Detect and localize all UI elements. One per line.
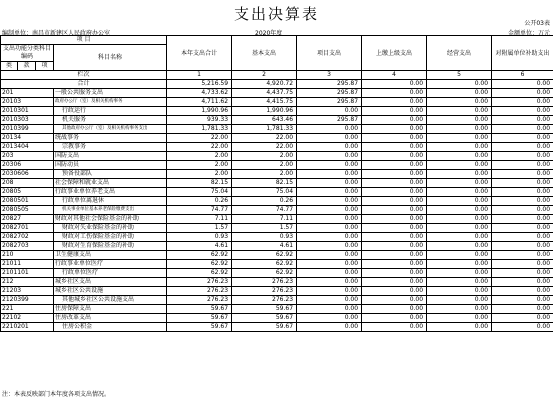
row-code: 212	[1, 278, 54, 287]
row-value-cell: 0.00	[492, 242, 553, 251]
row-value-cell: 0.93	[232, 233, 297, 242]
row-value-cell: 4.61	[167, 242, 232, 251]
row-value-cell: 0.00	[427, 251, 492, 260]
row-code: 2030606	[1, 170, 54, 179]
table-row	[1, 206, 553, 215]
row-value-cell: 0.00	[427, 314, 492, 323]
row-value-cell: 0.00	[297, 188, 362, 197]
row-value-cell: 0.00	[362, 134, 427, 143]
row-value-cell: 0.00	[427, 206, 492, 215]
col-num-6: 6	[492, 71, 553, 80]
row-value-cell: 0.00	[427, 125, 492, 134]
row-value-cell: 59.67	[232, 305, 297, 314]
row-value-cell: 22.00	[232, 134, 297, 143]
row-value-cell: 74.77	[232, 206, 297, 215]
row-code: 2010301	[1, 107, 54, 116]
row-value-cell: 0.00	[427, 224, 492, 233]
row-value-cell: 0.00	[297, 224, 362, 233]
row-value-cell: 0.00	[297, 206, 362, 215]
row-value-cell: 82.15	[232, 179, 297, 188]
row-code: 2080505	[1, 206, 54, 215]
table-row	[1, 296, 553, 305]
row-value-cell: 0.00	[297, 215, 362, 224]
row-subject-name: 住房公积金	[54, 323, 167, 332]
table-row	[1, 269, 553, 278]
fiscal-year: 2020年度	[255, 30, 283, 37]
table-row	[1, 233, 553, 242]
header-lei: 类	[1, 62, 18, 71]
row-value-cell: 276.23	[167, 278, 232, 287]
row-code: 21011	[1, 260, 54, 269]
row-value-cell: 0.00	[297, 314, 362, 323]
row-subject-name: 财政对其他社会保险基金的补助	[54, 215, 167, 224]
row-value-cell: 0.00	[492, 260, 553, 269]
col-header-2: 基本支出	[232, 36, 297, 71]
row-value-cell: 59.67	[232, 323, 297, 332]
row-value-cell: 0.00	[362, 161, 427, 170]
row-value-cell: 0.00	[492, 323, 553, 332]
row-value-cell: 62.92	[232, 260, 297, 269]
row-value-cell: 295.87	[297, 89, 362, 98]
row-code: 2010399	[1, 125, 54, 134]
row-value-cell: 1,990.96	[232, 107, 297, 116]
row-value-cell: 0.00	[297, 125, 362, 134]
page-title: 支出决算表	[233, 5, 319, 23]
row-value-cell: 0.00	[492, 251, 553, 260]
row-subject-name: 机关服务	[54, 116, 167, 125]
table-row	[1, 224, 553, 233]
row-value-cell: 0.26	[167, 197, 232, 206]
table-row	[1, 134, 553, 143]
row-code: 20306	[1, 161, 54, 170]
row-value-cell: 0.00	[297, 323, 362, 332]
header-kuan: 款	[18, 62, 36, 71]
row-subject-name: 统战事务	[54, 134, 167, 143]
row-subject-name: 住房改革支出	[54, 314, 167, 323]
row-value-cell: 0.00	[492, 98, 553, 107]
row-value-cell: 0.00	[427, 323, 492, 332]
table-row	[1, 143, 553, 152]
row-value-cell: 0.00	[297, 161, 362, 170]
table-row	[1, 125, 553, 134]
row-value-cell: 0.00	[362, 89, 427, 98]
form-number: 公开03表	[524, 20, 550, 27]
row-value-cell: 295.87	[297, 98, 362, 107]
row-value-cell: 0.93	[167, 233, 232, 242]
row-value-cell: 0.00	[492, 125, 553, 134]
row-value-cell: 0.00	[492, 134, 553, 143]
row-value-cell: 62.92	[167, 251, 232, 260]
header-code-group: 支出功能分类科目编码	[1, 45, 54, 62]
row-value-cell: 59.67	[232, 314, 297, 323]
row-value-cell: 0.00	[492, 296, 553, 305]
row-value-cell: 276.23	[167, 296, 232, 305]
row-value-cell: 0.00	[362, 179, 427, 188]
row-value-cell: 0.00	[427, 287, 492, 296]
row-code: 22102	[1, 314, 54, 323]
row-subject-name: 财政对生育保险基金的补助	[54, 242, 167, 251]
row-value-cell: 0.00	[297, 242, 362, 251]
total-cell: 5,216.59	[167, 80, 232, 89]
col-num-5: 5	[427, 71, 492, 80]
table-row	[1, 242, 553, 251]
table-row	[1, 170, 553, 179]
row-subject-name: 国防支出	[54, 152, 167, 161]
row-code: 2082701	[1, 224, 54, 233]
row-value-cell: 0.00	[427, 143, 492, 152]
row-subject-name: 预备役部队	[54, 170, 167, 179]
table-row	[1, 161, 553, 170]
total-cell: 0.00	[492, 80, 553, 89]
row-subject-name: 机关事业单位基本养老保险缴费支出	[54, 206, 167, 215]
row-value-cell: 75.04	[167, 188, 232, 197]
row-value-cell: 0.00	[427, 269, 492, 278]
money-unit: 金额单位：万元	[507, 30, 550, 37]
row-subject-name: 行政单位离退休	[54, 197, 167, 206]
table-row	[1, 287, 553, 296]
row-value-cell: 4,711.62	[167, 98, 232, 107]
row-value-cell: 0.00	[362, 305, 427, 314]
row-value-cell: 0.00	[362, 224, 427, 233]
row-value-cell: 0.00	[427, 89, 492, 98]
row-value-cell: 0.00	[297, 107, 362, 116]
row-code: 2101101	[1, 269, 54, 278]
row-subject-name: 行政单位医疗	[54, 269, 167, 278]
row-value-cell: 0.00	[427, 134, 492, 143]
row-code: 201	[1, 89, 54, 98]
row-value-cell: 0.00	[492, 269, 553, 278]
row-value-cell: 0.00	[427, 233, 492, 242]
table-row	[1, 323, 553, 332]
row-value-cell: 0.00	[362, 197, 427, 206]
row-value-cell: 643.46	[232, 116, 297, 125]
row-value-cell: 0.00	[362, 260, 427, 269]
row-value-cell: 22.00	[167, 143, 232, 152]
row-code: 210	[1, 251, 54, 260]
row-value-cell: 0.00	[297, 170, 362, 179]
row-subject-name: 政府办公厅（室）及相关机构事务	[54, 98, 167, 107]
total-cell: 0.00	[362, 80, 427, 89]
row-code: 2010303	[1, 116, 54, 125]
row-subject-name: 卫生健康支出	[54, 251, 167, 260]
table-row	[1, 251, 553, 260]
row-value-cell: 0.00	[427, 242, 492, 251]
table-row	[1, 314, 553, 323]
table-row	[1, 215, 553, 224]
row-value-cell: 0.00	[297, 260, 362, 269]
row-subject-name: 行政事业单位养老支出	[54, 188, 167, 197]
row-value-cell: 0.00	[362, 206, 427, 215]
row-value-cell: 0.00	[492, 116, 553, 125]
row-value-cell: 59.67	[167, 314, 232, 323]
row-value-cell: 0.00	[362, 323, 427, 332]
row-value-cell: 0.00	[492, 206, 553, 215]
row-value-cell: 0.00	[297, 233, 362, 242]
row-code: 20805	[1, 188, 54, 197]
row-value-cell: 0.00	[297, 296, 362, 305]
row-subject-name: 住房保障支出	[54, 305, 167, 314]
row-subject-name: 社会保障和就业支出	[54, 179, 167, 188]
row-value-cell: 1.57	[232, 224, 297, 233]
header-xiang: 项	[36, 62, 54, 71]
row-code: 2082703	[1, 242, 54, 251]
row-value-cell: 0.00	[427, 296, 492, 305]
row-value-cell: 0.00	[362, 107, 427, 116]
row-code: 2080501	[1, 197, 54, 206]
col-num-4: 4	[362, 71, 427, 80]
row-value-cell: 0.00	[492, 215, 553, 224]
col-header-6: 对附属单位补助支出	[492, 36, 553, 71]
row-value-cell: 4,415.75	[232, 98, 297, 107]
row-value-cell: 0.00	[297, 269, 362, 278]
table-row	[1, 188, 553, 197]
row-value-cell: 0.00	[427, 152, 492, 161]
row-value-cell: 62.92	[232, 251, 297, 260]
table-row	[1, 305, 553, 314]
row-value-cell: 0.00	[297, 179, 362, 188]
row-value-cell: 1,781.33	[167, 125, 232, 134]
row-value-cell: 0.00	[362, 170, 427, 179]
row-value-cell: 2.00	[167, 170, 232, 179]
row-value-cell: 0.00	[297, 287, 362, 296]
total-label: 合计	[1, 80, 167, 89]
row-value-cell: 0.00	[297, 278, 362, 287]
row-value-cell: 59.67	[167, 305, 232, 314]
row-code: 203	[1, 152, 54, 161]
row-value-cell: 0.00	[297, 305, 362, 314]
row-value-cell: 0.00	[362, 215, 427, 224]
col-header-1: 本年支出合计	[167, 36, 232, 71]
row-value-cell: 0.00	[427, 260, 492, 269]
row-subject-name: 城乡社区公共设施	[54, 287, 167, 296]
row-value-cell: 0.00	[362, 296, 427, 305]
row-code: 20103	[1, 98, 54, 107]
row-value-cell: 0.00	[492, 233, 553, 242]
row-value-cell: 0.00	[427, 188, 492, 197]
row-value-cell: 276.23	[232, 287, 297, 296]
footnote: 注：本表反映部门本年度各项支出情况。	[2, 391, 111, 398]
row-value-cell: 0.00	[492, 287, 553, 296]
row-value-cell: 1,990.96	[167, 107, 232, 116]
row-value-cell: 276.23	[232, 296, 297, 305]
row-value-cell: 7.11	[232, 215, 297, 224]
row-value-cell: 0.00	[427, 215, 492, 224]
row-value-cell: 0.00	[492, 197, 553, 206]
row-value-cell: 0.00	[427, 179, 492, 188]
row-subject-name: 宗教事务	[54, 143, 167, 152]
row-value-cell: 0.00	[492, 89, 553, 98]
table-row	[1, 152, 553, 161]
row-value-cell: 4,733.62	[167, 89, 232, 98]
table-row	[1, 179, 553, 188]
row-value-cell: 0.00	[362, 314, 427, 323]
row-subject-name: 城乡社区支出	[54, 278, 167, 287]
header-project: 项 目	[1, 36, 167, 45]
row-code: 21203	[1, 287, 54, 296]
row-value-cell: 0.00	[362, 251, 427, 260]
header-lanci: 栏次	[1, 71, 167, 80]
row-value-cell: 0.00	[492, 161, 553, 170]
total-row	[1, 80, 553, 89]
row-value-cell: 0.00	[427, 305, 492, 314]
col-num-1: 1	[167, 71, 232, 80]
col-header-3: 项目支出	[297, 36, 362, 71]
row-value-cell: 2.00	[167, 152, 232, 161]
row-value-cell: 0.00	[492, 305, 553, 314]
row-subject-name: 财政对失业保险基金的补助	[54, 224, 167, 233]
row-value-cell: 939.33	[167, 116, 232, 125]
row-value-cell: 4,437.75	[232, 89, 297, 98]
table-row	[1, 260, 553, 269]
row-value-cell: 0.00	[492, 278, 553, 287]
row-value-cell: 82.15	[167, 179, 232, 188]
col-num-3: 3	[297, 71, 362, 80]
row-value-cell: 0.00	[362, 188, 427, 197]
row-value-cell: 0.00	[297, 134, 362, 143]
row-subject-name: 其他政府办公厅（室）及相关机构事务支出	[54, 125, 167, 134]
row-value-cell: 0.00	[362, 278, 427, 287]
row-value-cell: 62.92	[167, 260, 232, 269]
row-subject-name: 一般公共服务支出	[54, 89, 167, 98]
row-value-cell: 0.00	[427, 170, 492, 179]
row-value-cell: 0.00	[427, 98, 492, 107]
row-value-cell: 59.67	[167, 323, 232, 332]
header-subject-name: 科目名称	[54, 45, 167, 71]
row-value-cell: 0.00	[492, 170, 553, 179]
row-value-cell: 0.00	[362, 116, 427, 125]
row-value-cell: 0.00	[427, 197, 492, 206]
expenditure-table	[0, 35, 553, 332]
row-subject-name: 国防动员	[54, 161, 167, 170]
row-code: 20134	[1, 134, 54, 143]
row-value-cell: 0.00	[297, 152, 362, 161]
table-row	[1, 116, 553, 125]
row-value-cell: 0.26	[232, 197, 297, 206]
row-value-cell: 276.23	[232, 278, 297, 287]
row-subject-name: 行政运行	[54, 107, 167, 116]
table-row	[1, 197, 553, 206]
row-subject-name: 行政事业单位医疗	[54, 260, 167, 269]
col-header-4: 上缴上级支出	[362, 36, 427, 71]
row-value-cell: 1,781.33	[232, 125, 297, 134]
row-value-cell: 0.00	[427, 278, 492, 287]
row-value-cell: 0.00	[492, 107, 553, 116]
row-value-cell: 2.00	[232, 161, 297, 170]
row-value-cell: 0.00	[492, 152, 553, 161]
row-value-cell: 295.87	[297, 116, 362, 125]
row-value-cell: 0.00	[362, 125, 427, 134]
row-code: 2013404	[1, 143, 54, 152]
row-value-cell: 0.00	[362, 287, 427, 296]
col-num-2: 2	[232, 71, 297, 80]
table-row	[1, 107, 553, 116]
table-row	[1, 89, 553, 98]
row-value-cell: 0.00	[362, 233, 427, 242]
row-code: 221	[1, 305, 54, 314]
col-header-5: 经营支出	[427, 36, 492, 71]
row-value-cell: 0.00	[492, 314, 553, 323]
row-value-cell: 7.11	[167, 215, 232, 224]
row-value-cell: 0.00	[362, 242, 427, 251]
row-value-cell: 22.00	[232, 143, 297, 152]
row-value-cell: 0.00	[362, 269, 427, 278]
row-value-cell: 75.04	[232, 188, 297, 197]
row-value-cell: 62.92	[167, 269, 232, 278]
row-value-cell: 0.00	[427, 116, 492, 125]
row-value-cell: 0.00	[362, 98, 427, 107]
total-cell: 0.00	[427, 80, 492, 89]
row-value-cell: 2.00	[167, 161, 232, 170]
row-value-cell: 74.77	[167, 206, 232, 215]
compiling-unit: 编制单位：南昌市新建区人民政府办公室	[2, 30, 111, 37]
row-value-cell: 0.00	[492, 179, 553, 188]
row-value-cell: 4.61	[232, 242, 297, 251]
row-subject-name: 财政对工伤保险基金的补助	[54, 233, 167, 242]
total-cell: 4,920.72	[232, 80, 297, 89]
row-value-cell: 22.00	[167, 134, 232, 143]
row-code: 208	[1, 179, 54, 188]
row-value-cell: 0.00	[427, 161, 492, 170]
row-value-cell: 0.00	[297, 251, 362, 260]
row-code: 2120399	[1, 296, 54, 305]
row-value-cell: 0.00	[362, 152, 427, 161]
row-value-cell: 62.92	[232, 269, 297, 278]
row-value-cell: 0.00	[427, 107, 492, 116]
row-value-cell: 276.23	[167, 287, 232, 296]
row-subject-name: 其他城乡社区公共设施支出	[54, 296, 167, 305]
row-value-cell: 2.00	[232, 152, 297, 161]
table-row	[1, 278, 553, 287]
row-code: 2082702	[1, 233, 54, 242]
row-value-cell: 0.00	[297, 143, 362, 152]
row-value-cell: 0.00	[492, 143, 553, 152]
row-value-cell: 1.57	[167, 224, 232, 233]
row-value-cell: 0.00	[492, 224, 553, 233]
row-code: 20827	[1, 215, 54, 224]
row-value-cell: 2.00	[232, 170, 297, 179]
row-value-cell: 0.00	[362, 143, 427, 152]
table-row	[1, 98, 553, 107]
total-cell: 295.87	[297, 80, 362, 89]
row-value-cell: 0.00	[492, 188, 553, 197]
row-value-cell: 0.00	[297, 197, 362, 206]
row-code: 2210201	[1, 323, 54, 332]
